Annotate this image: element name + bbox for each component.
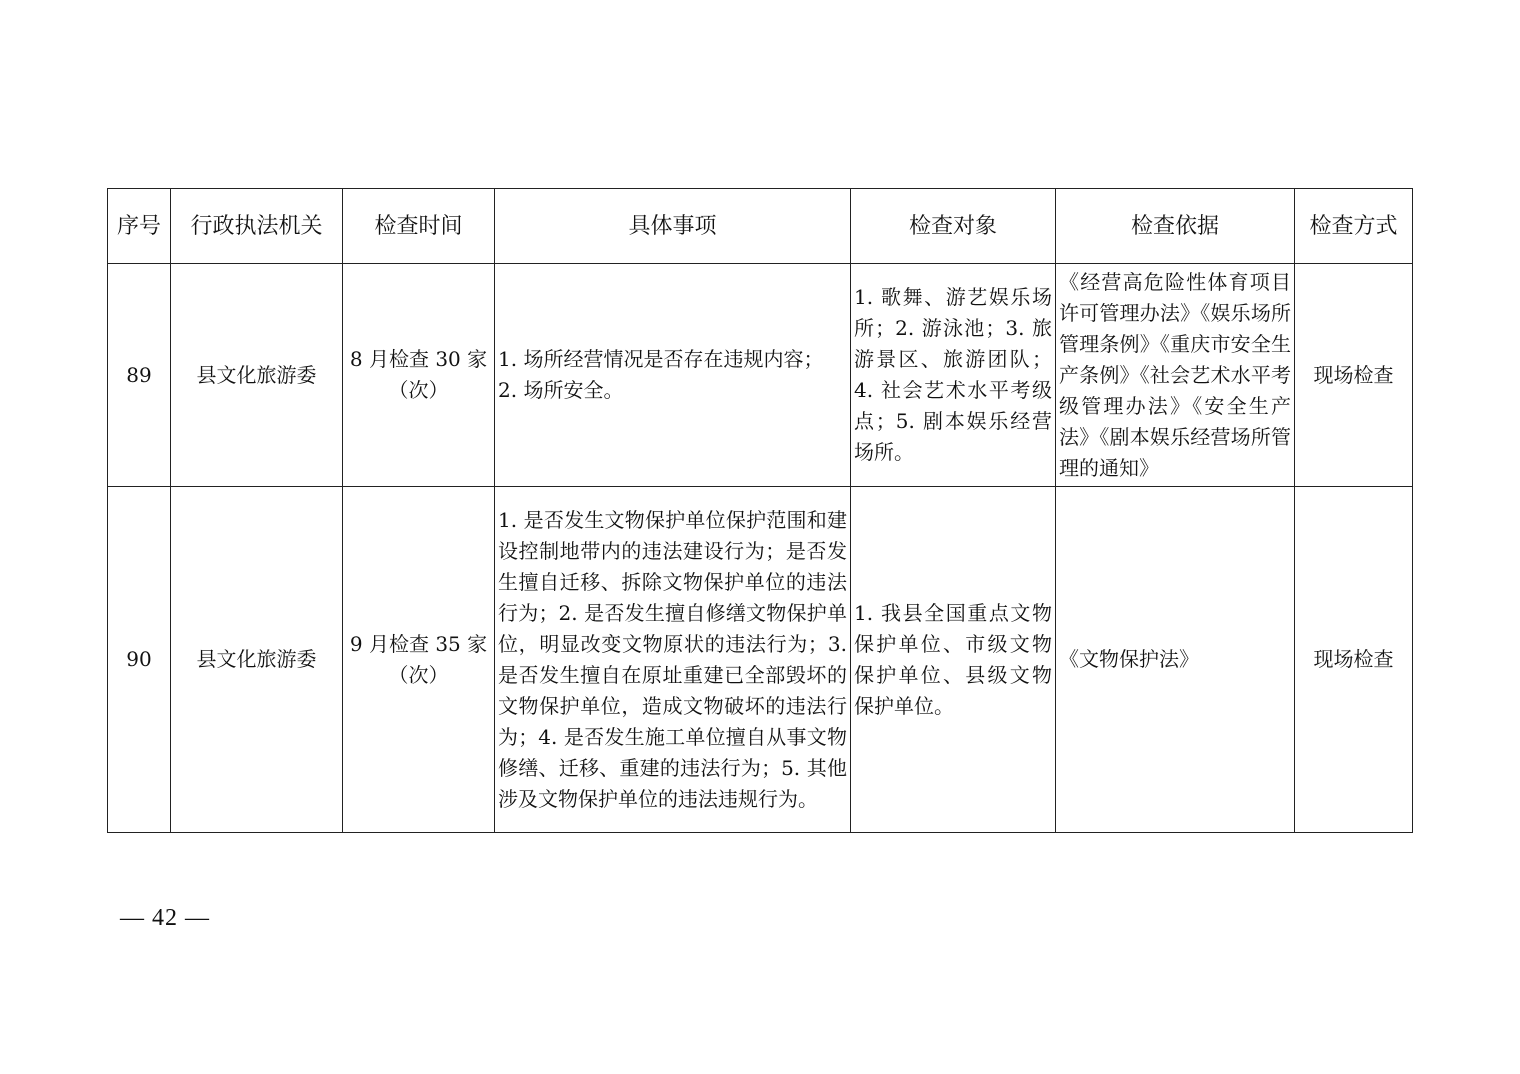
cell-time: 8 月检查 30 家（次）	[343, 264, 495, 487]
cell-no: 90	[108, 487, 171, 833]
cell-no: 89	[108, 264, 171, 487]
header-cell-items: 具体事项	[495, 189, 851, 264]
cell-basis: 《经营高危险性体育项目许可管理办法》《娱乐场所管理条例》《重庆市安全生产条例》《社会艺术水平考级管理办法》《安全生产法》《剧本娱乐经营场所管理的通知》	[1056, 264, 1295, 487]
cell-agency: 县文化旅游委	[171, 264, 343, 487]
cell-targets: 1. 我县全国重点文物保护单位、市级文物保护单位、县级文物保护单位。	[851, 487, 1056, 833]
cell-targets: 1. 歌舞、游艺娱乐场所；2. 游泳池；3. 旅游景区、旅游团队；4. 社会艺术水平考级点；5. 剧本娱乐经营场所。	[851, 264, 1056, 487]
page-number: — 42 —	[120, 905, 210, 931]
cell-time: 9 月检查 35 家（次）	[343, 487, 495, 833]
table-row	[108, 487, 1413, 833]
cell-items	[495, 264, 851, 487]
header-cell-agency: 行政执法机关	[171, 189, 343, 264]
header-cell-method: 检查方式	[1295, 189, 1413, 264]
header-cell-basis: 检查依据	[1056, 189, 1295, 264]
table-header-row	[108, 189, 1413, 264]
inspection-table	[107, 188, 1413, 833]
cell-items	[495, 487, 851, 833]
cell-method: 现场检查	[1295, 487, 1413, 833]
table-row	[108, 264, 1413, 487]
cell-basis: 《文物保护法》	[1056, 487, 1295, 833]
item-text: 1. 是否发生文物保护单位保护范围和建设控制地带内的违法建设行为；是否发生擅自迁移、拆除文物保护单位的违法行为；2. 是否发生擅自修缮文物保护单位，明显改变文物原状的违法行为；3. 是否发生擅自在原址重建已全部毁坏的文物保护单位，造成文物破坏的违法行为；4. 是否发生施工单位擅自从事文物修缮、迁移、重建的违法行为；5. 其他涉及文物保护单位的违法违规行为。	[498, 507, 847, 811]
item-text: 1. 场所经营情况是否存在违规内容；	[498, 347, 824, 371]
header-cell-no: 序号	[108, 189, 171, 264]
header-cell-time: 检查时间	[343, 189, 495, 264]
cell-method: 现场检查	[1295, 264, 1413, 487]
item-text: 2. 场所安全。	[498, 378, 624, 402]
header-cell-targets: 检查对象	[851, 189, 1056, 264]
cell-agency: 县文化旅游委	[171, 487, 343, 833]
